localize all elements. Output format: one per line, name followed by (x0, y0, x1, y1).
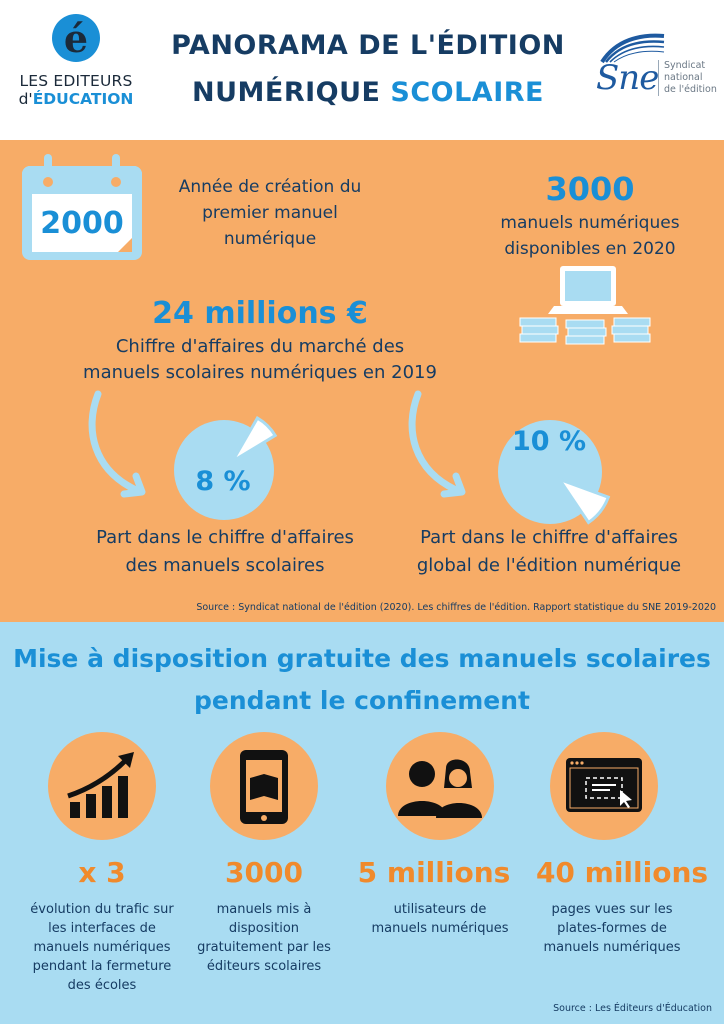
share1-caption: Part dans le chiffre d'affaires des manuels scolaires (96, 527, 354, 576)
stat-circle-traffic (48, 732, 156, 840)
curved-arrow-left-icon (84, 390, 154, 500)
logo-line1: LES EDITEURS (19, 72, 133, 90)
pie-chart-school-share (166, 410, 296, 520)
stat-desc-pages: pages vues sur les plates-formes de manuels numériques (543, 902, 681, 955)
tablet-book-icon (210, 732, 318, 840)
year-caption: Année de création du premier manuel numérique (178, 177, 362, 249)
lockdown-section (0, 622, 724, 1024)
revenue-caption: Chiffre d'affaires du marché des manuels scolaires numériques en 2019 (83, 336, 437, 383)
growth-chart-icon (48, 732, 156, 840)
web-platform-icon (550, 732, 658, 840)
calendar-year: 2000 (40, 206, 124, 241)
laptop-books-icon (516, 262, 656, 352)
share1-label: 8 % (195, 466, 251, 497)
stat-value-manuals: 3000 (225, 856, 303, 889)
stat-circle-pages (550, 732, 658, 840)
e-logo-icon: é (52, 14, 100, 62)
les-editeurs-logo (10, 14, 142, 108)
sne-logo (596, 32, 720, 102)
title-line2: NUMÉRIQUE SCOLAIRE (192, 77, 544, 108)
title-line1: PANORAMA DE L'ÉDITION (171, 30, 565, 61)
section-title: Mise à disposition gratuite des manuels scolaires pendant le confinement (13, 644, 711, 715)
logo-line2: d'ÉDUCATION (18, 90, 134, 108)
sne-word: Sne (596, 58, 659, 98)
stat-value-users: 5 millions (357, 856, 511, 889)
curved-arrow-right-icon (404, 390, 474, 500)
stat-desc-users: utilisateurs de manuels numériques (371, 902, 509, 936)
revenue-value: 24 millions € (152, 296, 368, 331)
market-figures-section (0, 140, 724, 622)
manuals-count: 3000 (545, 170, 635, 208)
share2-label: 10 % (511, 426, 587, 457)
manuals-caption: manuels numériques disponibles en 2020 (500, 213, 680, 259)
stat-value-traffic: x 3 (78, 856, 126, 889)
page-title (142, 22, 594, 116)
source-note-sne: Source : Syndicat national de l'édition (2020). Les chiffres de l'édition. Rapport statistique du SNE 2019-2020 (196, 602, 716, 613)
stat-circle-users (386, 732, 494, 840)
stat-circle-manuals (210, 732, 318, 840)
users-icon (386, 732, 494, 840)
header (0, 0, 724, 140)
stat-desc-traffic: évolution du trafic sur les interfaces de manuels numériques pendant la fermeture des écoles (30, 902, 174, 993)
source-note-editeurs: Source : Les Éditeurs d'Éducation (553, 1003, 712, 1014)
stat-desc-manuals: manuels mis à disposition gratuitement par les éditeurs scolaires (197, 902, 331, 974)
sne-separator (658, 60, 659, 96)
sne-subtitle: Syndicat national de l'édition (664, 60, 717, 95)
share2-caption: Part dans le chiffre d'affaires global de l'édition numérique (416, 527, 682, 576)
stat-value-pages: 40 millions (535, 856, 709, 889)
calendar-icon (18, 152, 148, 264)
